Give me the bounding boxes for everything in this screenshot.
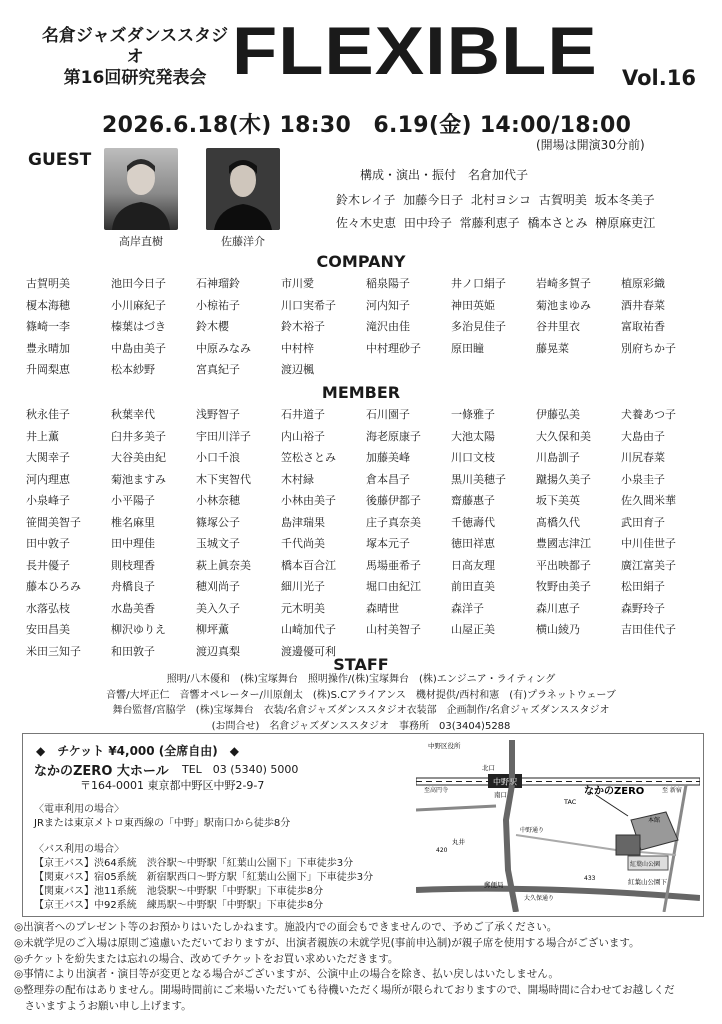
member-name: 細川光子 (281, 580, 325, 593)
company-name: 鈴木裕子 (281, 320, 325, 333)
note-line: さいますようお願い申し上げます。 (14, 999, 192, 1012)
principal-dancers-row-1: 鈴木レイ子 加藤今日子 北村ヨシコ 古賀明美 坂本冬美子 (336, 193, 655, 207)
company-name: 原田瞳 (451, 341, 484, 355)
company-name: 川口実希子 (281, 298, 336, 312)
member-name: 千代尚美 (281, 537, 325, 550)
map-label: 丸井 (452, 838, 465, 846)
company-name: 中原みなみ (196, 341, 251, 355)
member-name: 田中敦子 (26, 537, 70, 550)
member-name: 徳田祥恵 (451, 537, 495, 550)
member-name: 森野玲子 (621, 601, 665, 615)
company-name: 豊永晴加 (26, 341, 70, 355)
company-name: 篠崎一李 (26, 320, 70, 333)
member-name: 臼井多美子 (111, 429, 166, 443)
member-name: 菊池ますみ (111, 472, 166, 486)
company-name: 別府ちか子 (621, 341, 676, 355)
company-name: 松本紗野 (111, 363, 155, 376)
opening-note: (開場は開演30分前) (536, 138, 645, 152)
principal-dancers-row-2: 佐々木史恵 田中玲子 常藤利恵子 橋本さとみ 榊原麻吏江 (336, 216, 656, 230)
train-access (34, 803, 290, 831)
member-name: 倉本昌子 (366, 472, 410, 486)
map-label: 紅葉山公園 (630, 861, 661, 868)
train-text: JRまたは東京メトロ東西線の「中野」駅南口から徒歩8分 (34, 818, 291, 829)
member-name: 牧野由美子 (536, 580, 591, 593)
map-label: 郵便局 (484, 881, 504, 889)
map-label: 中野通り (520, 827, 545, 834)
note-line: ◎出演者へのプレゼント等のお預かりはいたしかねます。施設内での面会もできませんので、予めご了承ください。 (14, 921, 558, 933)
map-label: 至高円寺 (424, 787, 449, 794)
company-name: 升岡梨恵 (26, 363, 70, 376)
company-name: 榎本海穂 (26, 298, 70, 312)
member-name: 渡辺真梨 (196, 644, 240, 658)
member-name: 柳坪薫 (196, 623, 229, 636)
member-name: 藤本ひろみ (26, 580, 81, 593)
member-name: 石井道子 (281, 408, 325, 421)
staff-credits (0, 672, 722, 734)
member-name: 秋永佳子 (26, 408, 70, 421)
member-name: 森洋子 (451, 601, 484, 615)
member-name: 島津瑞果 (281, 515, 325, 529)
member-name: 玉城文子 (196, 537, 240, 550)
company-name: 中村理砂子 (366, 341, 421, 355)
member-name: 日高友理 (451, 558, 495, 572)
studio-name (40, 26, 230, 89)
company-name: 小椋祐子 (196, 298, 240, 312)
member-name: 大久保和美 (536, 429, 591, 443)
bus-line: 【京王バス】中92系統 練馬駅～中野駅「中野駅」下車徒歩8分 (34, 900, 324, 911)
member-name: 犬養あつ子 (621, 408, 676, 421)
member-name: 塚本元子 (366, 537, 410, 550)
member-name: 舟橋良子 (111, 580, 155, 593)
member-name: 松田絹子 (621, 580, 665, 593)
member-name: 笹間美智子 (26, 515, 81, 529)
member-name: 齋藤惠子 (451, 494, 495, 507)
studio-line-1: 名倉ジャズダンススタジオ (41, 26, 229, 67)
member-name: 小林由美子 (281, 494, 336, 507)
member-name: 笠松さとみ (281, 451, 336, 464)
company-name: 鈴木櫻 (196, 320, 229, 333)
map-label: 中野区役所 (428, 742, 461, 750)
note-line: ◎未就学児のご入場は原則ご遠慮いただいておりますが、出演者親族の未就学児(事前申込制)が親子席を使用する場合がございます。 (14, 936, 640, 949)
member-name: 佐久間米華 (621, 494, 676, 507)
member-name: 山村美智子 (366, 623, 421, 636)
venue-address: 〒164-0001 東京都中野区中野2-9-7 (80, 779, 265, 792)
company-name: 稲泉陽子 (366, 277, 410, 290)
company-name: 神田英姫 (451, 298, 495, 312)
bus-heading: 〈バス利用の場合〉 (34, 844, 124, 855)
member-name: 黒川美穂子 (451, 472, 506, 486)
company-name: 中島由美子 (111, 341, 166, 355)
member-name: 海老原康子 (366, 429, 421, 443)
member-name: 川尻春菜 (621, 451, 665, 464)
member-name: 小泉峰子 (26, 494, 70, 507)
member-name: 木下実智代 (196, 472, 251, 486)
venue-phone: TEL 03 (5340) 5000 (182, 763, 299, 776)
member-name: 井上薫 (26, 429, 59, 443)
member-name: 蹴揚久美子 (536, 472, 591, 486)
member-name: 庄子真奈美 (366, 515, 421, 529)
member-name-list (26, 406, 706, 664)
member-name: 穂刈尚子 (196, 580, 240, 593)
company-name: 池田今日子 (111, 277, 166, 290)
member-name: 萩上眞奈美 (196, 558, 251, 572)
bus-line: 【関東バス】池11系統 池袋駅～中野駅「中野駅」下車徒歩8分 (34, 886, 324, 897)
member-name: 山屋正美 (451, 623, 495, 636)
member-name: 坂下美英 (536, 494, 580, 507)
member-name: 元木明美 (281, 601, 325, 615)
map-label: なかのZERO (584, 786, 645, 797)
member-name: 加藤美峰 (366, 451, 410, 464)
company-name: 菊池まゆみ (536, 298, 591, 312)
company-name: 宮真紀子 (196, 363, 240, 376)
guest-heading: GUEST (28, 150, 92, 170)
company-name: 植原彩織 (621, 277, 665, 290)
member-name: 宇田川洋子 (196, 429, 251, 443)
member-name: 安田昌美 (26, 623, 70, 636)
member-name: 橋本百合江 (281, 558, 336, 572)
staff-line: 音響/大坪正仁 音響オペレーター/川原創太 (株)S.Cアライアンス 機材提供/西村和憲 (有)プラネットウェーブ (106, 689, 616, 701)
company-name: 多治見佳子 (451, 320, 506, 333)
member-name: 廣江富美子 (621, 558, 676, 572)
map-label: 大久保通り (524, 895, 555, 902)
member-name: 水島美香 (111, 601, 155, 615)
company-name: 酒井春菜 (621, 298, 665, 312)
station-label: 中野駅 (493, 777, 517, 787)
map-label: 本館 (648, 817, 661, 824)
staff-line: 照明/八木優和 (株)宝塚舞台 照明操作/(株)宝塚舞台 (株)エンジニア・ライティング (166, 674, 556, 685)
volume-label: Vol.16 (622, 66, 696, 90)
member-name: 内山裕子 (281, 429, 325, 443)
member-name: 前田直美 (451, 580, 495, 593)
member-name: 秋葉幸代 (111, 408, 155, 421)
member-name: 水落弘枝 (26, 601, 70, 615)
bus-access (34, 843, 373, 913)
member-name: 渡邊優可利 (281, 644, 336, 658)
guest-name-2: 佐藤洋介 (221, 235, 265, 248)
staff-heading: STAFF (333, 655, 389, 674)
company-name: 小川麻紀子 (111, 298, 166, 312)
member-name: 武田育子 (621, 515, 665, 529)
company-name: 渡辺楓 (281, 363, 314, 376)
member-name: 横山綾乃 (536, 623, 580, 636)
guest-photo-2 (206, 148, 280, 230)
company-name: 藤晃菜 (536, 341, 569, 355)
member-name: 長井優子 (26, 558, 70, 572)
staff-line: 舞台監督/宮脇学 (株)宝塚舞台 衣装/名倉ジャズダンススタジオ衣装部 企画制作/名倉ジャズダンススタジオ (112, 705, 610, 716)
member-name: 柳沢ゆりえ (111, 623, 166, 636)
map-label: 433 (584, 875, 596, 882)
company-name: 谷井里衣 (536, 320, 580, 333)
member-name: 篠塚公子 (196, 515, 240, 529)
bus-line: 【京王バス】渋64系統 渋谷駅～中野駅「紅葉山公園下」下車徒歩3分 (34, 858, 354, 869)
map-label: 南口 (494, 791, 507, 799)
note-line: ◎整理券の配布はありません。開場時間前にご来場いただいても待機いただく場所が限られておりますので、開場時間に合わせてお越しくだ (14, 984, 675, 997)
note-line: ◎事情により出演者・演目等が変更となる場合がございますが、公演中止の場合を除き、払い戻しはいたしません。 (14, 968, 559, 981)
company-heading: COMPANY (316, 252, 406, 271)
member-name: 則枝理香 (111, 558, 155, 572)
member-name: 石川園子 (366, 408, 410, 421)
company-name: 古賀明美 (26, 277, 70, 290)
map-label: 420 (436, 847, 448, 854)
note-line: ◎チケットを紛失または忘れの場合、改めてチケットをお買い求めいただきます。 (14, 952, 399, 965)
map-label: 北口 (482, 764, 495, 772)
member-name: 小泉圭子 (621, 472, 665, 486)
member-name: 山崎加代子 (281, 623, 336, 636)
company-name: 市川愛 (281, 277, 314, 290)
member-name: 森川恵子 (536, 601, 580, 615)
staff-line: (お問合せ) 名倉ジャズダンススタジオ 事務所 03(3404)5288 (211, 720, 511, 732)
member-name: 大関幸子 (26, 451, 70, 464)
member-name: 平出映都子 (536, 558, 591, 572)
member-name: 後藤伊都子 (366, 494, 421, 507)
guest-photo-1 (104, 148, 178, 230)
ticket-price: ◆ チケット ¥4,000 (全席自由) ◆ (36, 744, 240, 758)
member-name: 田中理佳 (111, 537, 155, 550)
company-name: 井ノ口絹子 (451, 277, 506, 290)
member-name: 堀口由紀江 (366, 580, 421, 593)
member-name: 浅野智子 (196, 408, 240, 421)
choreography-credit: 構成・演出・振付 名倉加代子 (360, 168, 529, 182)
access-map (416, 740, 700, 912)
performance-dates: 2026.6.18(木) 18:30 6.19(金) 14:00/18:00 (102, 113, 632, 138)
member-name: 大池太陽 (451, 429, 495, 443)
company-name: 榛葉はづき (111, 320, 166, 333)
member-name: 小林奈穂 (196, 494, 240, 507)
map-label: 至 新宿 (662, 787, 682, 794)
guest-name-1: 高岸直樹 (119, 235, 163, 248)
member-name: 大島由子 (621, 429, 665, 443)
member-name: 小平陽子 (111, 494, 155, 507)
member-name: 一條雅子 (451, 408, 495, 421)
bus-line: 【関東バス】宿05系統 新宿駅西口～野方駅「紅葉山公園下」下車徒歩3分 (34, 872, 374, 883)
member-name: 中川佳世子 (621, 537, 676, 550)
company-name: 岩崎多賀子 (536, 277, 591, 290)
train-heading: 〈電車利用の場合〉 (34, 804, 124, 815)
member-name: 和田敦子 (111, 644, 155, 658)
studio-line-2: 第16回研究発表会 (63, 68, 207, 88)
member-name: 美入久子 (196, 601, 240, 615)
company-name: 石神瑠鈴 (196, 277, 240, 290)
map-label: TAC (564, 798, 577, 806)
member-name: 川島訓子 (536, 451, 580, 464)
company-name: 富取祐香 (621, 320, 665, 333)
member-name: 木村緑 (281, 472, 314, 486)
venue-hall-name: なかのZERO 大ホール (34, 764, 169, 779)
map-label: 紅葉山公園下 (628, 878, 667, 886)
member-name: 大谷美由紀 (111, 451, 166, 464)
attendance-notes (14, 920, 714, 1015)
event-title: FLEXIBLE (232, 12, 598, 89)
member-name: 椎名麻里 (111, 515, 155, 529)
member-name: 米田三知子 (26, 644, 81, 658)
member-name: 川口文枝 (451, 451, 495, 464)
member-name: 豊國志津江 (536, 537, 591, 550)
company-name: 中村梓 (281, 341, 314, 355)
member-name: 吉田佳代子 (621, 623, 676, 636)
member-name: 森晴世 (366, 601, 399, 615)
member-name: 伊藤弘美 (536, 408, 580, 421)
member-name: 河内理恵 (26, 472, 70, 486)
company-name: 滝沢由佳 (366, 320, 410, 333)
member-heading: MEMBER (321, 383, 401, 402)
company-name-list (26, 275, 706, 383)
member-name: 千徳壽代 (451, 515, 495, 529)
member-name: 馬場亜希子 (366, 558, 421, 572)
company-name: 河内知子 (366, 298, 410, 312)
member-name: 小口千浪 (196, 451, 240, 464)
member-name: 髙橋久代 (536, 515, 580, 529)
